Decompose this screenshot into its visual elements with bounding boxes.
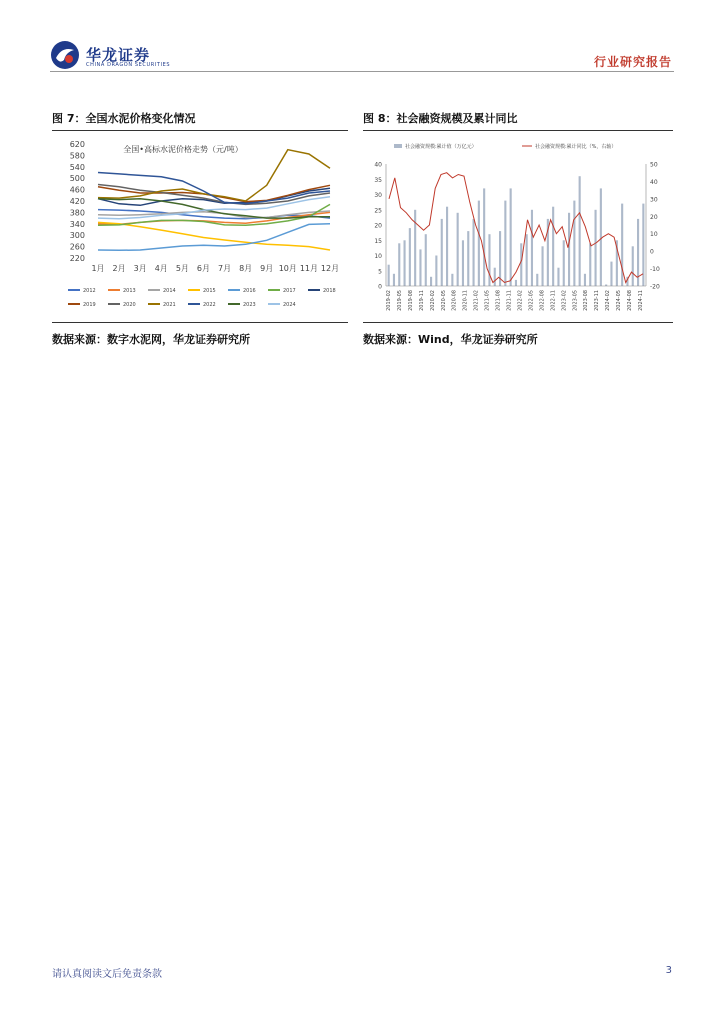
right-tick-label: 40 [650, 178, 658, 186]
header-divider [50, 71, 674, 72]
bar [595, 210, 597, 286]
bar [563, 240, 565, 286]
x-tick-label: 12月 [320, 264, 340, 273]
legend-label: 2021 [163, 302, 176, 308]
x-tick-label: 4月 [154, 264, 168, 273]
x-tick-label: 2020-08 [451, 290, 458, 311]
x-tick-label: 3月 [133, 264, 147, 273]
figure-7-title: 图 7：全国水泥价格变化情况 [52, 112, 196, 125]
bar [579, 176, 581, 286]
legend-label: 2014 [163, 288, 176, 294]
bar [425, 234, 427, 286]
page-number: 3 [665, 965, 672, 976]
right-tick-label: 0 [650, 248, 654, 256]
x-tick-label: 2022-08 [539, 290, 546, 311]
bar [542, 246, 544, 286]
figure-8-source: 数据来源：Wind，华龙证券研究所 [363, 333, 538, 346]
x-tick-label: 2023-11 [594, 290, 601, 311]
figure-7-source: 数据来源：数字水泥网，华龙证券研究所 [52, 333, 250, 346]
x-tick-label: 2月 [112, 264, 126, 273]
legend-label: 2020 [123, 302, 136, 308]
bar [404, 240, 406, 286]
x-tick-label: 5月 [175, 264, 189, 273]
bar [451, 274, 453, 286]
bar [568, 213, 570, 286]
x-tick-label: 11月 [299, 264, 319, 273]
legend-label: 2013 [123, 288, 136, 294]
bar [632, 246, 634, 286]
y-tick-label: 580 [69, 151, 85, 161]
bar [446, 207, 448, 286]
x-tick-label: 2019-05 [397, 290, 403, 311]
bar [467, 231, 469, 286]
left-tick-label: 10 [374, 253, 382, 260]
bar [504, 201, 506, 286]
figure-8-bottom-rule [363, 322, 673, 323]
brand-name-en: CHINA DRAGON SECURITIES [86, 62, 171, 68]
left-tick-label: 25 [374, 207, 382, 215]
x-tick-label: 2024-05 [616, 290, 623, 311]
x-tick-label: 2024-11 [638, 290, 644, 311]
right-tick-label: -20 [650, 283, 660, 291]
legend-label: 2022 [203, 302, 216, 308]
left-tick-label: 5 [378, 268, 382, 276]
x-tick-label: 2019-11 [418, 290, 425, 311]
figure-7-top-rule [52, 130, 348, 131]
y-tick-label: 300 [69, 231, 85, 241]
x-tick-label: 8月 [239, 264, 253, 273]
legend-label: 2024 [283, 302, 296, 308]
bar [526, 234, 528, 286]
cement-price-chart [58, 136, 348, 318]
china-dragon-logo-icon [50, 40, 80, 70]
x-tick-label: 2021-08 [495, 290, 502, 311]
x-tick-label: 2023-08 [583, 290, 590, 311]
bar [531, 210, 533, 286]
x-tick-label: 2024-08 [627, 290, 633, 311]
legend-label: 2018 [323, 288, 336, 294]
y-tick-label: 260 [69, 242, 85, 252]
figure-7-bottom-rule [52, 322, 348, 323]
bar [610, 262, 612, 286]
x-tick-label: 9月 [260, 264, 274, 273]
bar [621, 204, 623, 286]
left-tick-label: 35 [374, 176, 382, 184]
bar [600, 188, 602, 286]
figure-8-title: 图 8：社会融资规模及累计同比 [363, 112, 518, 125]
bar [515, 280, 517, 286]
legend-label-line: 社会融资规模:累计同比（%，右轴） [535, 144, 617, 150]
y-tick-label: 380 [69, 208, 85, 218]
x-tick-label: 2021-11 [506, 290, 513, 311]
x-tick-label: 2021-05 [484, 290, 491, 311]
bar [552, 207, 554, 286]
legend-label: 2012 [83, 288, 96, 294]
bar [435, 256, 437, 287]
bar [393, 274, 395, 286]
bar [388, 265, 390, 286]
y-axis-ticks [70, 140, 85, 263]
bar [584, 274, 586, 286]
x-tick-label: 2024-02 [605, 290, 612, 311]
legend-label: 2023 [243, 302, 256, 308]
x-tick-label: 2019-02 [386, 290, 392, 311]
bar [573, 201, 575, 286]
y-tick-label: 620 [69, 140, 85, 149]
right-tick-label: 20 [650, 213, 658, 221]
bar [483, 188, 485, 286]
bar [398, 243, 400, 286]
legend-label: 2015 [203, 288, 216, 294]
y-tick-label: 460 [69, 185, 85, 195]
bar [419, 249, 421, 286]
bar [488, 234, 490, 286]
x-tick-label: 2022-11 [550, 290, 557, 311]
x-tick-label: 2020-02 [429, 290, 436, 311]
y-tick-label: 540 [69, 162, 85, 172]
right-tick-label: 30 [650, 196, 658, 204]
y-tick-label: 500 [69, 174, 85, 184]
bar [589, 243, 591, 286]
page-header [0, 0, 724, 80]
bar [536, 274, 538, 286]
bar [478, 201, 480, 286]
social-financing-chart [364, 136, 672, 318]
x-tick-label: 2019-08 [407, 290, 414, 311]
report-type-label: 行业研究报告 [593, 55, 672, 69]
x-tick-label: 2023-02 [561, 290, 568, 311]
y-tick-label: 420 [69, 197, 85, 206]
x-tick-label: 2020-11 [462, 290, 469, 311]
bar [520, 243, 522, 286]
bar [462, 240, 464, 286]
bar [494, 268, 496, 286]
x-tick-label: 2022-05 [528, 290, 535, 311]
legend-label: 2017 [283, 288, 296, 294]
x-tick-label: 2023-05 [572, 290, 579, 311]
disclaimer-note: 请认真阅读文后免责条款 [52, 969, 162, 980]
left-tick-label: 40 [374, 161, 382, 169]
bar [430, 277, 432, 286]
left-tick-label: 0 [378, 283, 382, 291]
legend-swatch-bar [394, 144, 402, 148]
left-tick-label: 20 [374, 222, 382, 230]
right-tick-label: 10 [650, 231, 658, 239]
bar [457, 213, 459, 286]
right-tick-label: -10 [650, 266, 660, 274]
x-tick-label: 2021-02 [473, 290, 480, 311]
x-tick-label: 7月 [217, 264, 232, 273]
bar [441, 219, 443, 286]
figure-8-top-rule [363, 130, 673, 131]
bar [473, 219, 475, 286]
legend-label-bar: 社会融资规模:累计值（万亿元） [405, 144, 477, 150]
brand-name-cn: 华龙证券 [86, 46, 151, 64]
left-tick-label: 15 [374, 237, 382, 245]
x-tick-label: 6月 [196, 264, 211, 273]
bar [557, 268, 559, 286]
right-tick-label: 50 [650, 161, 658, 169]
y-tick-label: 340 [69, 219, 85, 229]
x-tick-label: 2020-05 [440, 290, 447, 311]
y-tick-label: 220 [69, 254, 85, 263]
left-tick-label: 30 [374, 192, 382, 199]
chart-title: 全国•高标水泥价格走势（元/吨） [123, 145, 243, 154]
bar [510, 188, 512, 286]
x-tick-label: 10月 [278, 264, 297, 273]
bar [409, 228, 411, 286]
legend-label: 2016 [243, 288, 256, 294]
legend-label: 2019 [83, 302, 96, 308]
x-tick-label: 2022-02 [517, 290, 524, 311]
x-tick-label: 1月 [91, 264, 105, 273]
